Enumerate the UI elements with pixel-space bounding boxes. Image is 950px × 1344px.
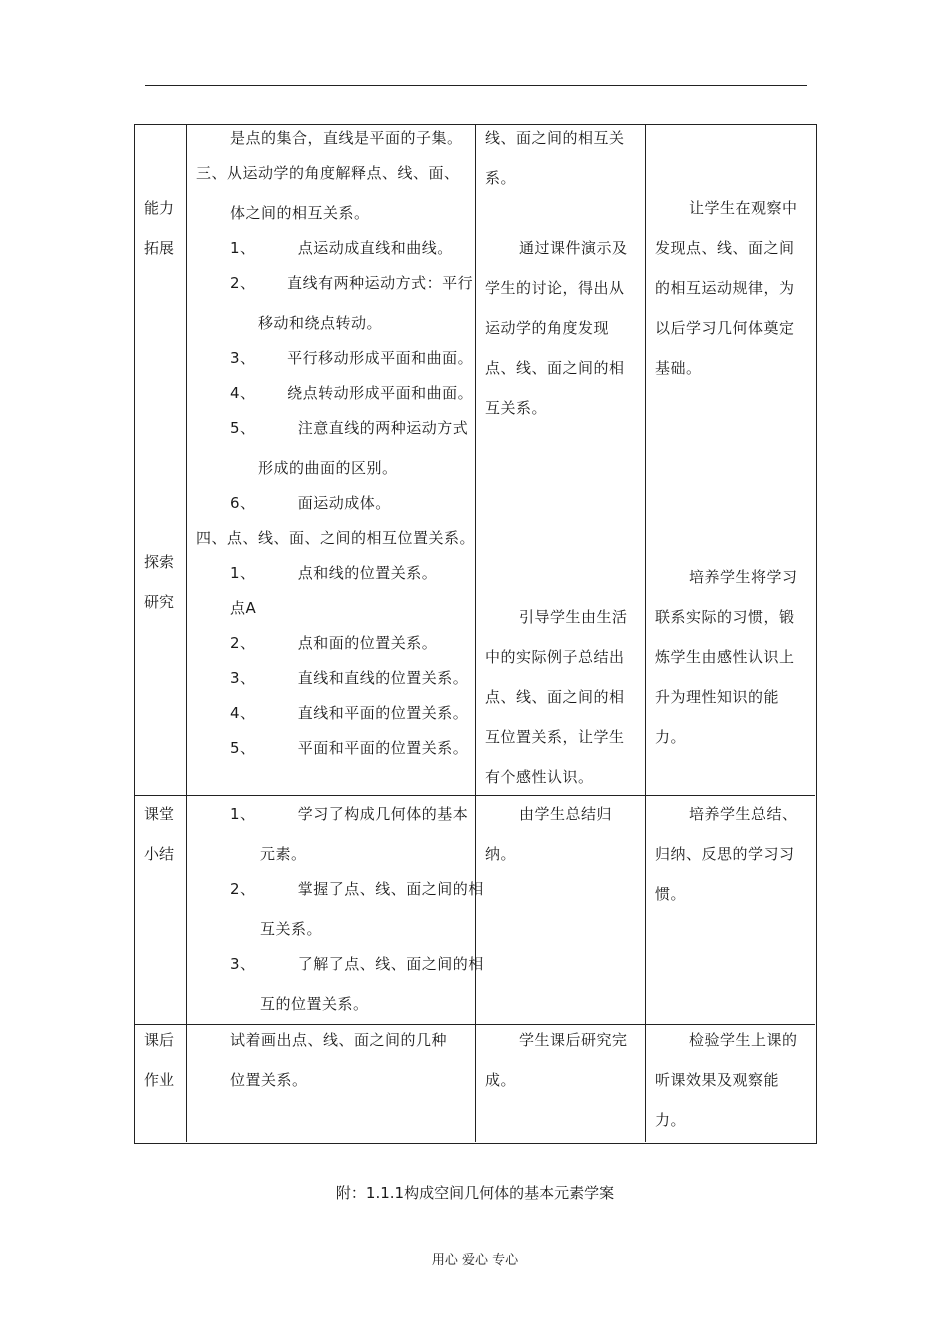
summary-line: 互的位置关系。 xyxy=(260,995,369,1013)
content-line: 3、 直线和直线的位置关系。 xyxy=(230,669,469,687)
page-footer: 用心 爱心 专心 xyxy=(431,1253,519,1268)
content-line: 四、点、线、面、之间的相互位置关系。 xyxy=(196,529,476,547)
table-col-divider xyxy=(186,124,187,1142)
purpose-line: 炼学生由感性认识上 xyxy=(655,648,795,666)
activity-line: 通过课件演示及 xyxy=(519,239,628,257)
purpose-line: 力。 xyxy=(655,1111,687,1129)
content-line: 5、 平面和平面的位置关系。 xyxy=(230,739,469,757)
purpose-line: 培养学生总结、 xyxy=(689,805,798,823)
content-line: 点A xyxy=(230,599,257,617)
row-label-summary: 小结 xyxy=(144,845,175,863)
activity-line: 点、线、面之间的相 xyxy=(485,359,625,377)
content-line: 5、 注意直线的两种运动方式 xyxy=(230,419,469,437)
purpose-line: 惯。 xyxy=(655,885,687,903)
content-line: 体之间的相互关系。 xyxy=(230,204,370,222)
activity-line: 互位置关系，让学生 xyxy=(485,728,625,746)
appendix-caption: 附：1.1.1构成空间几何体的基本元素学案 xyxy=(335,1184,615,1202)
purpose-line: 的相互运动规律，为 xyxy=(655,279,795,297)
activity-line: 引导学生由生活 xyxy=(519,608,628,626)
content-line: 是点的集合，直线是平面的子集。 xyxy=(230,129,463,147)
content-line: 3、 平行移动形成平面和曲面。 xyxy=(230,349,474,367)
content-line: 6、 面运动成体。 xyxy=(230,494,391,512)
summary-line: 互关系。 xyxy=(260,920,323,938)
row-label-ability: 拓展 xyxy=(144,239,175,257)
activity-line: 纳。 xyxy=(485,845,517,863)
purpose-line: 力。 xyxy=(655,728,687,746)
purpose-line: 基础。 xyxy=(655,359,702,377)
purpose-line: 发现点、线、面之间 xyxy=(655,239,795,257)
summary-line: 3、 了解了点、线、面之间的相 xyxy=(230,955,484,973)
activity-line: 点、线、面之间的相 xyxy=(485,688,625,706)
content-line: 1、 点运动成直线和曲线。 xyxy=(230,239,453,257)
header-rule xyxy=(145,85,807,86)
purpose-line: 升为理性知识的能 xyxy=(655,688,780,706)
table-row-divider xyxy=(134,795,815,796)
activity-line: 由学生总结归 xyxy=(519,805,613,823)
activity-line: 成。 xyxy=(485,1071,517,1089)
table-col-divider xyxy=(475,124,476,1142)
row-label-summary: 课堂 xyxy=(144,805,175,823)
content-line: 4、 直线和平面的位置关系。 xyxy=(230,704,469,722)
row-label-homework: 课后 xyxy=(144,1031,175,1049)
purpose-line: 以后学习几何体奠定 xyxy=(655,319,795,337)
table-col-divider xyxy=(645,124,646,1142)
activity-line: 系。 xyxy=(485,169,517,187)
activity-line: 互关系。 xyxy=(485,399,548,417)
row-label-homework: 作业 xyxy=(144,1071,175,1089)
row-label-explore: 探索 xyxy=(144,553,175,571)
activity-line: 学生的讨论，得出从 xyxy=(485,279,625,297)
purpose-line: 让学生在观察中 xyxy=(689,199,798,217)
content-line: 2、 直线有两种运动方式：平行 xyxy=(230,274,474,292)
content-line: 2、 点和面的位置关系。 xyxy=(230,634,438,652)
activity-line: 学生课后研究完 xyxy=(519,1031,628,1049)
content-line: 形成的曲面的区别。 xyxy=(258,459,398,477)
activity-line: 有个感性认识。 xyxy=(485,768,594,786)
homework-line: 试着画出点、线、面之间的几种 xyxy=(230,1031,448,1049)
content-line: 移动和绕点转动。 xyxy=(258,314,383,332)
content-line: 三、从运动学的角度解释点、线、面、 xyxy=(196,164,460,182)
summary-line: 1、 学习了构成几何体的基本 xyxy=(230,805,469,823)
purpose-line: 听课效果及观察能 xyxy=(655,1071,780,1089)
activity-line: 线、面之间的相互关 xyxy=(485,129,625,147)
table-row-divider xyxy=(134,1024,815,1025)
activity-line: 运动学的角度发现 xyxy=(485,319,610,337)
summary-line: 元素。 xyxy=(260,845,307,863)
row-label-explore: 研究 xyxy=(144,593,175,611)
activity-line: 中的实际例子总结出 xyxy=(485,648,625,666)
content-line: 4、 绕点转动形成平面和曲面。 xyxy=(230,384,474,402)
purpose-line: 归纳、反思的学习习 xyxy=(655,845,795,863)
purpose-line: 联系实际的习惯，锻 xyxy=(655,608,795,626)
content-line: 1、 点和线的位置关系。 xyxy=(230,564,438,582)
purpose-line: 检验学生上课的 xyxy=(689,1031,798,1049)
summary-line: 2、 掌握了点、线、面之间的相 xyxy=(230,880,484,898)
purpose-line: 培养学生将学习 xyxy=(689,568,798,586)
homework-line: 位置关系。 xyxy=(230,1071,308,1089)
row-label-ability: 能力 xyxy=(144,199,175,217)
